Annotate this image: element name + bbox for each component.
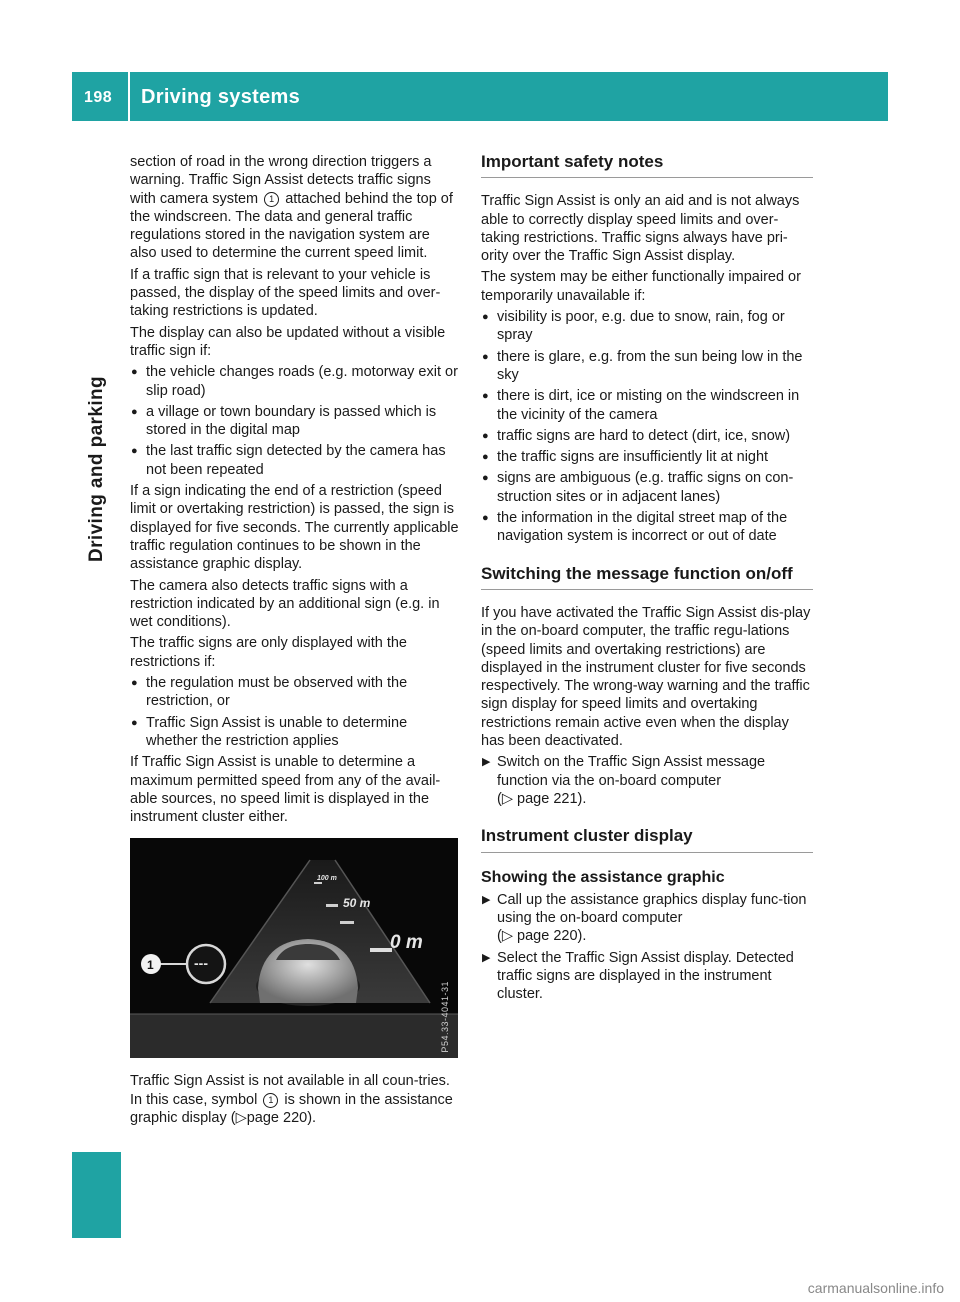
bullet-icon: ● bbox=[482, 451, 489, 464]
paragraph: Traffic Sign Assist is only an aid and is not always able to correctly display speed limits and over-taking restrictions. Traffic signs always have pri-ority over the Traffic Sign Assist display. bbox=[481, 193, 800, 265]
callout-1-icon: 1 bbox=[264, 192, 279, 207]
paragraph: If a sign indicating the end of a restriction (speed limit or overtaking restriction) is passed, the sign is displayed for five seconds. The currently applicable traffic regulation continues to be shown in the assistance graphic display. bbox=[130, 483, 459, 573]
header-separator bbox=[128, 72, 130, 121]
section-title: Driving systems bbox=[141, 86, 301, 108]
list-item-text: the regulation must be observed with the restriction, or bbox=[146, 675, 408, 710]
figure-code: P54.33-4041-31 bbox=[439, 980, 450, 1053]
paragraph: If a traffic sign that is relevant to your vehicle is passed, the display of the speed limits and over-taking restrictions is updated. bbox=[130, 266, 441, 320]
side-tab-text: Driving and parking bbox=[86, 375, 107, 562]
list-item-text: the traffic signs are insufficiently lit at night bbox=[497, 449, 769, 466]
distance-label-0: 0 m bbox=[390, 932, 423, 954]
page-ref-link[interactable]: page 220). bbox=[517, 928, 587, 945]
callout-number: 1 bbox=[147, 958, 154, 973]
list-item bbox=[481, 469, 813, 506]
instruction-step bbox=[481, 949, 813, 1004]
paragraph: The display can also be updated without a visible traffic sign if: bbox=[130, 324, 446, 359]
instruction-text: Switch on the Traffic Sign Assist message function via the on-board computer bbox=[497, 754, 766, 789]
list-item bbox=[130, 714, 460, 751]
subheading-showing-assistance-graphic: Showing the assistance graphic bbox=[481, 868, 725, 886]
list-item-text: the information in the digital street map of the navigation system is incorrect or out of date bbox=[497, 510, 788, 545]
paragraph: If you have activated the Traffic Sign Assist dis-play in the on-board computer, the traffic regu-lations (speed limits and overtaking restrictions) are displayed in the instrument cluster for five seconds respectively. The wrong-way warning and the traffic sign display for speed limits and overtaking restrictions remain active even when the display has been deactivated. bbox=[481, 604, 811, 750]
bullet-icon: ● bbox=[482, 472, 489, 485]
list-item bbox=[481, 387, 813, 424]
right-column bbox=[481, 153, 813, 1007]
distance-mark-0 bbox=[370, 948, 392, 952]
instruction-arrow-icon: ▶ bbox=[482, 893, 491, 906]
left-column bbox=[130, 153, 460, 1130]
bullet-icon: ● bbox=[131, 445, 138, 458]
heading-instrument-cluster-display: Instrument cluster display bbox=[481, 827, 813, 852]
list-item-text: the last traffic sign detected by the camera has not been repeated bbox=[146, 443, 446, 478]
paragraph bbox=[130, 1072, 460, 1127]
paragraph bbox=[130, 153, 460, 263]
list-item-text: there is glare, e.g. from the sun being low in the sky bbox=[497, 348, 803, 383]
text: ( bbox=[497, 928, 502, 945]
sign-placeholder-text: --- bbox=[194, 955, 208, 972]
instruction-arrow-icon: ▶ bbox=[482, 756, 491, 769]
page-ref-arrow-icon: ▷ bbox=[235, 1109, 247, 1126]
list-item bbox=[130, 403, 460, 440]
instruction-text: Call up the assistance graphics display func-tion using the on-board computer bbox=[497, 891, 807, 927]
paragraph: The camera also detects traffic signs with a restriction indicated by an additional sign (e.g. in wet conditions). bbox=[130, 577, 440, 631]
instruction-text: Select the Traffic Sign Assist display. Detected traffic signs are displayed in the instrument cluster. bbox=[497, 949, 794, 1003]
list-item bbox=[130, 674, 460, 711]
distance-label-100: 100 m bbox=[317, 875, 337, 883]
list-item-text: traffic signs are hard to detect (dirt, ice, snow) bbox=[497, 427, 791, 444]
page-ref-link[interactable]: page 221). bbox=[517, 790, 587, 807]
list-item-text: signs are ambiguous (e.g. traffic signs on con-struction sites or in adjacent lanes) bbox=[497, 470, 794, 505]
text: section of road in the wrong direction triggers a warning. Traffic Sign Assist detects traffic signs with camera system bbox=[130, 154, 432, 207]
heading-switching-message-function: Switching the message function on/off bbox=[481, 565, 813, 590]
list-item bbox=[481, 509, 813, 546]
paragraph: The traffic signs are only displayed with the restrictions if: bbox=[130, 635, 407, 670]
callout-1-icon: 1 bbox=[263, 1093, 278, 1108]
distance-mark-50b bbox=[340, 921, 354, 924]
bullet-icon: ● bbox=[131, 677, 138, 690]
text: is shown in the assistance graphic display ( bbox=[130, 1091, 453, 1126]
page-ref-arrow-icon: ▷ bbox=[501, 928, 513, 945]
list-item bbox=[481, 427, 813, 445]
distance-label-50: 50 m bbox=[343, 896, 371, 911]
list-item bbox=[130, 442, 460, 479]
text: ( bbox=[497, 790, 502, 807]
page-number: 198 bbox=[84, 89, 113, 106]
text: attached behind the top of the windscreen. The data and general traffic regulations stored in the navigation system are also used to determine the current speed limit. bbox=[130, 190, 453, 262]
page-header bbox=[72, 72, 888, 121]
distance-mark-50a bbox=[326, 904, 338, 907]
list-item-text: Traffic Sign Assist is unable to determine whether the restriction applies bbox=[146, 714, 408, 749]
list-item-text: a village or town boundary is passed which is stored in the digital map bbox=[146, 403, 437, 439]
list-item-text: the vehicle changes roads (e.g. motorway exit or slip road) bbox=[146, 364, 458, 399]
bullet-icon: ● bbox=[482, 311, 489, 324]
paragraph: If Traffic Sign Assist is unable to determine a maximum permitted speed from any of the avail-able sources, no speed limit is displayed in the instrument cluster either. bbox=[130, 754, 441, 826]
bullet-icon: ● bbox=[482, 429, 489, 442]
list-item bbox=[130, 363, 460, 400]
list-item-text: visibility is poor, e.g. due to snow, rain, fog or spray bbox=[497, 309, 785, 344]
watermark: carmanualsonline.info bbox=[807, 1280, 944, 1296]
bullet-icon: ● bbox=[482, 350, 489, 363]
side-tab-block bbox=[72, 1152, 121, 1238]
text: Traffic Sign Assist is not available in all coun-tries. In this case, symbol bbox=[130, 1073, 450, 1108]
bullet-icon: ● bbox=[482, 512, 489, 525]
paragraph: The system may be either functionally impaired or temporarily unavailable if: bbox=[481, 269, 801, 304]
list-item bbox=[481, 448, 813, 466]
instruction-step bbox=[481, 891, 813, 946]
bullet-icon: ● bbox=[482, 390, 489, 403]
instruction-arrow-icon: ▶ bbox=[482, 951, 491, 964]
list-item-text: there is dirt, ice or misting on the windscreen in the vicinity of the camera bbox=[497, 388, 800, 423]
list-item bbox=[481, 308, 813, 345]
bullet-icon: ● bbox=[131, 716, 138, 729]
instruction-step bbox=[481, 753, 813, 808]
list-item bbox=[481, 348, 813, 385]
page-ref-arrow-icon: ▷ bbox=[501, 790, 513, 807]
bullet-icon: ● bbox=[131, 405, 138, 418]
heading-important-safety-notes: Important safety notes bbox=[481, 153, 813, 178]
bullet-icon: ● bbox=[131, 366, 138, 379]
assistance-graphic-figure bbox=[130, 838, 458, 1058]
page-ref-link[interactable]: page 220). bbox=[246, 1109, 317, 1126]
